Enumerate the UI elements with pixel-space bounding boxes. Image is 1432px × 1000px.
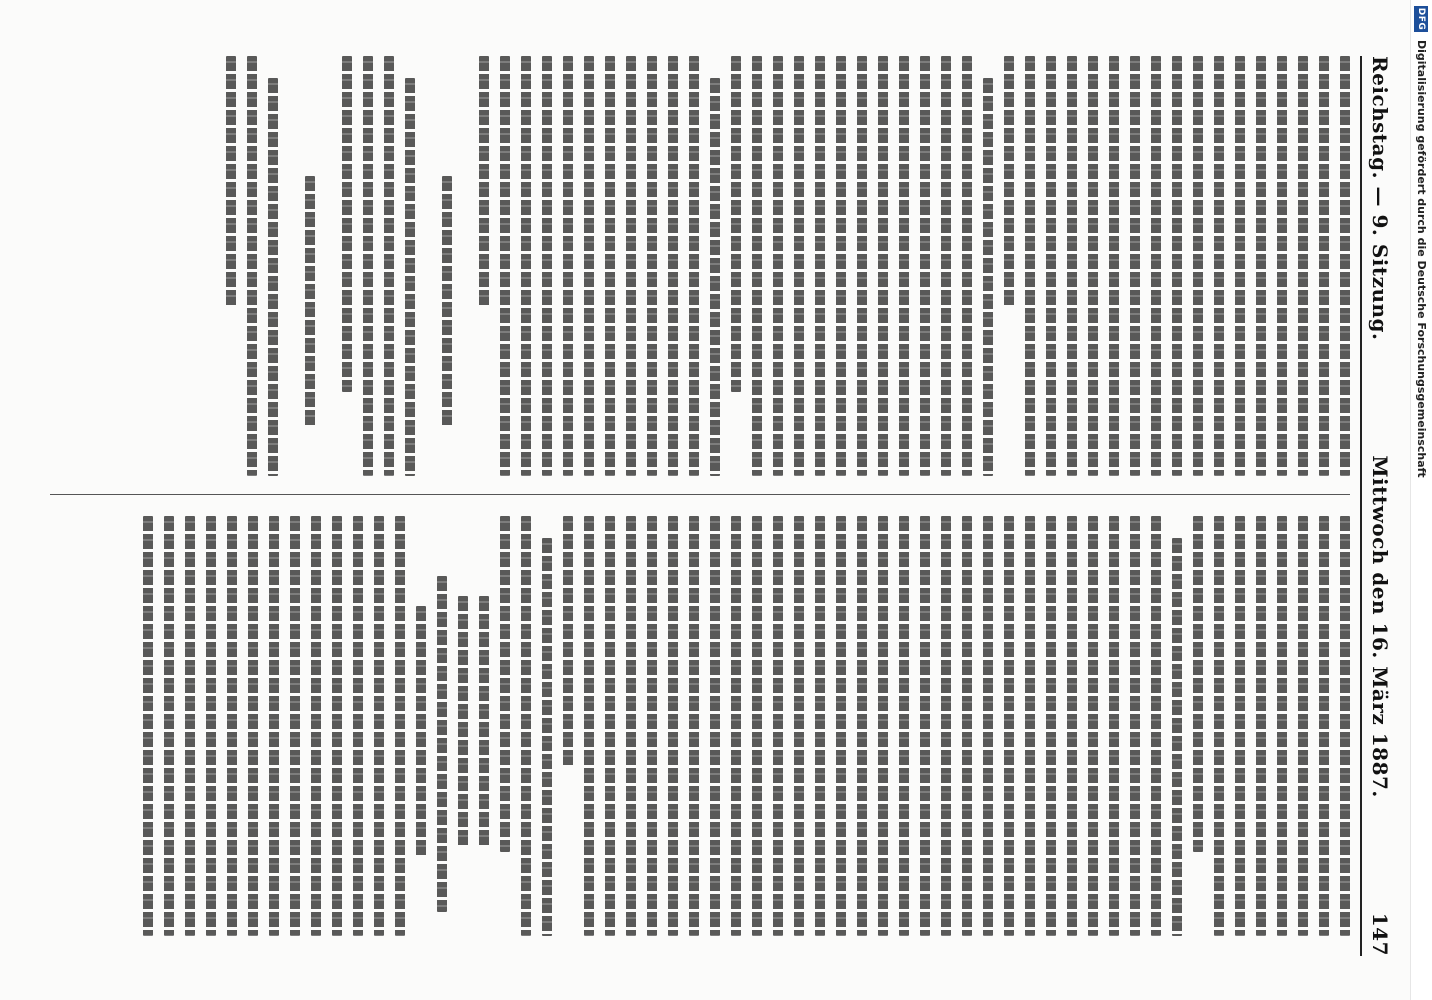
text-line [1277, 56, 1287, 476]
running-head-right: Mittwoch den 16. März 1887. [1368, 455, 1392, 798]
text-line [668, 516, 678, 936]
text-line [332, 516, 342, 936]
text-line [710, 78, 720, 476]
text-line [983, 516, 993, 936]
text-line [206, 516, 216, 936]
text-line [269, 516, 279, 936]
text-line [710, 516, 720, 936]
text-line [563, 56, 573, 476]
text-line [437, 576, 447, 912]
text-line [1025, 516, 1035, 936]
text-line [1109, 56, 1119, 476]
text-line [542, 56, 552, 476]
text-line [1235, 516, 1245, 936]
text-line [1088, 56, 1098, 476]
text-line [878, 516, 888, 936]
text-line [500, 516, 510, 852]
text-line [1004, 516, 1014, 936]
text-line [563, 516, 573, 768]
text-line [962, 516, 972, 936]
text-line [1109, 516, 1119, 936]
text-line [268, 78, 278, 476]
text-line [605, 516, 615, 936]
text-line [416, 606, 426, 858]
text-line [479, 596, 489, 848]
running-head [1366, 56, 1392, 956]
text-line [1088, 516, 1098, 936]
text-line [647, 516, 657, 936]
text-line [731, 56, 741, 392]
text-line [794, 516, 804, 936]
text-line [247, 56, 257, 476]
text-line [584, 56, 594, 476]
text-line [1067, 516, 1077, 936]
text-line [248, 516, 258, 936]
text-line [941, 56, 951, 476]
text-line [899, 56, 909, 476]
text-line [1193, 56, 1203, 476]
text-line [1340, 56, 1350, 476]
text-line [773, 56, 783, 476]
text-line [479, 56, 489, 308]
text-line [1046, 56, 1056, 476]
text-line [584, 516, 594, 936]
text-line [668, 56, 678, 476]
credit-strip [1410, 0, 1432, 1000]
right-column [50, 516, 1350, 936]
text-line [626, 56, 636, 476]
text-line [521, 56, 531, 476]
text-line [647, 56, 657, 476]
text-line [815, 56, 825, 476]
text-line [731, 516, 741, 936]
text-line [395, 516, 405, 936]
text-line [458, 596, 468, 848]
text-line [1214, 516, 1224, 936]
text-line [305, 176, 315, 428]
text-line [405, 78, 415, 476]
text-line [1319, 516, 1329, 936]
text-line [342, 56, 352, 392]
text-line [752, 56, 762, 476]
text-line [521, 516, 531, 936]
text-line [185, 516, 195, 936]
text-line [311, 516, 321, 936]
left-column [50, 56, 1350, 476]
running-head-left: Reichstag. — 9. Sitzung. [1368, 56, 1392, 341]
text-line [752, 516, 762, 936]
text-line [1172, 56, 1182, 476]
text-line [1193, 516, 1203, 852]
text-line [442, 176, 452, 428]
text-line [1256, 516, 1266, 936]
text-line [384, 56, 394, 476]
text-line [689, 56, 699, 476]
text-line [1340, 516, 1350, 936]
text-line [1256, 56, 1266, 476]
text-line [374, 516, 384, 936]
text-line [1298, 56, 1308, 476]
text-line [857, 516, 867, 936]
page-number: 147 [1368, 912, 1392, 956]
text-line [689, 516, 699, 936]
text-line [1025, 56, 1035, 476]
text-line [941, 516, 951, 936]
text-line [1130, 516, 1140, 936]
text-line [1277, 516, 1287, 936]
text-line [878, 56, 888, 476]
text-line [794, 56, 804, 476]
text-line [363, 56, 373, 476]
text-line [1319, 56, 1329, 476]
text-line [836, 56, 846, 476]
text-line [1214, 56, 1224, 476]
text-line [143, 516, 153, 936]
credit-text: Digitalisierung gefördert durch die Deutsche Forschungsgemeinschaft [1415, 40, 1428, 478]
dfg-logo: DFG [1416, 7, 1427, 31]
text-line [1151, 516, 1161, 936]
text-line [226, 56, 236, 308]
text-line [1298, 516, 1308, 936]
text-line [857, 56, 867, 476]
text-line [899, 516, 909, 936]
text-line [542, 538, 552, 936]
text-line [1130, 56, 1140, 476]
text-line [626, 516, 636, 936]
text-line [920, 56, 930, 476]
text-line [1151, 56, 1161, 476]
text-line [227, 516, 237, 936]
text-line [962, 56, 972, 476]
text-line [1235, 56, 1245, 476]
text-line [353, 516, 363, 936]
text-line [605, 56, 615, 476]
text-line [164, 516, 174, 936]
text-line [1046, 516, 1056, 936]
column-divider [50, 494, 1350, 495]
text-line [983, 78, 993, 476]
text-line [836, 516, 846, 936]
header-rule [1360, 56, 1362, 956]
text-line [290, 516, 300, 936]
text-line [773, 516, 783, 936]
text-line [1172, 538, 1182, 936]
text-line [920, 516, 930, 936]
text-line [500, 56, 510, 476]
text-line [815, 516, 825, 936]
text-line [1004, 56, 1014, 308]
text-line [1067, 56, 1077, 476]
